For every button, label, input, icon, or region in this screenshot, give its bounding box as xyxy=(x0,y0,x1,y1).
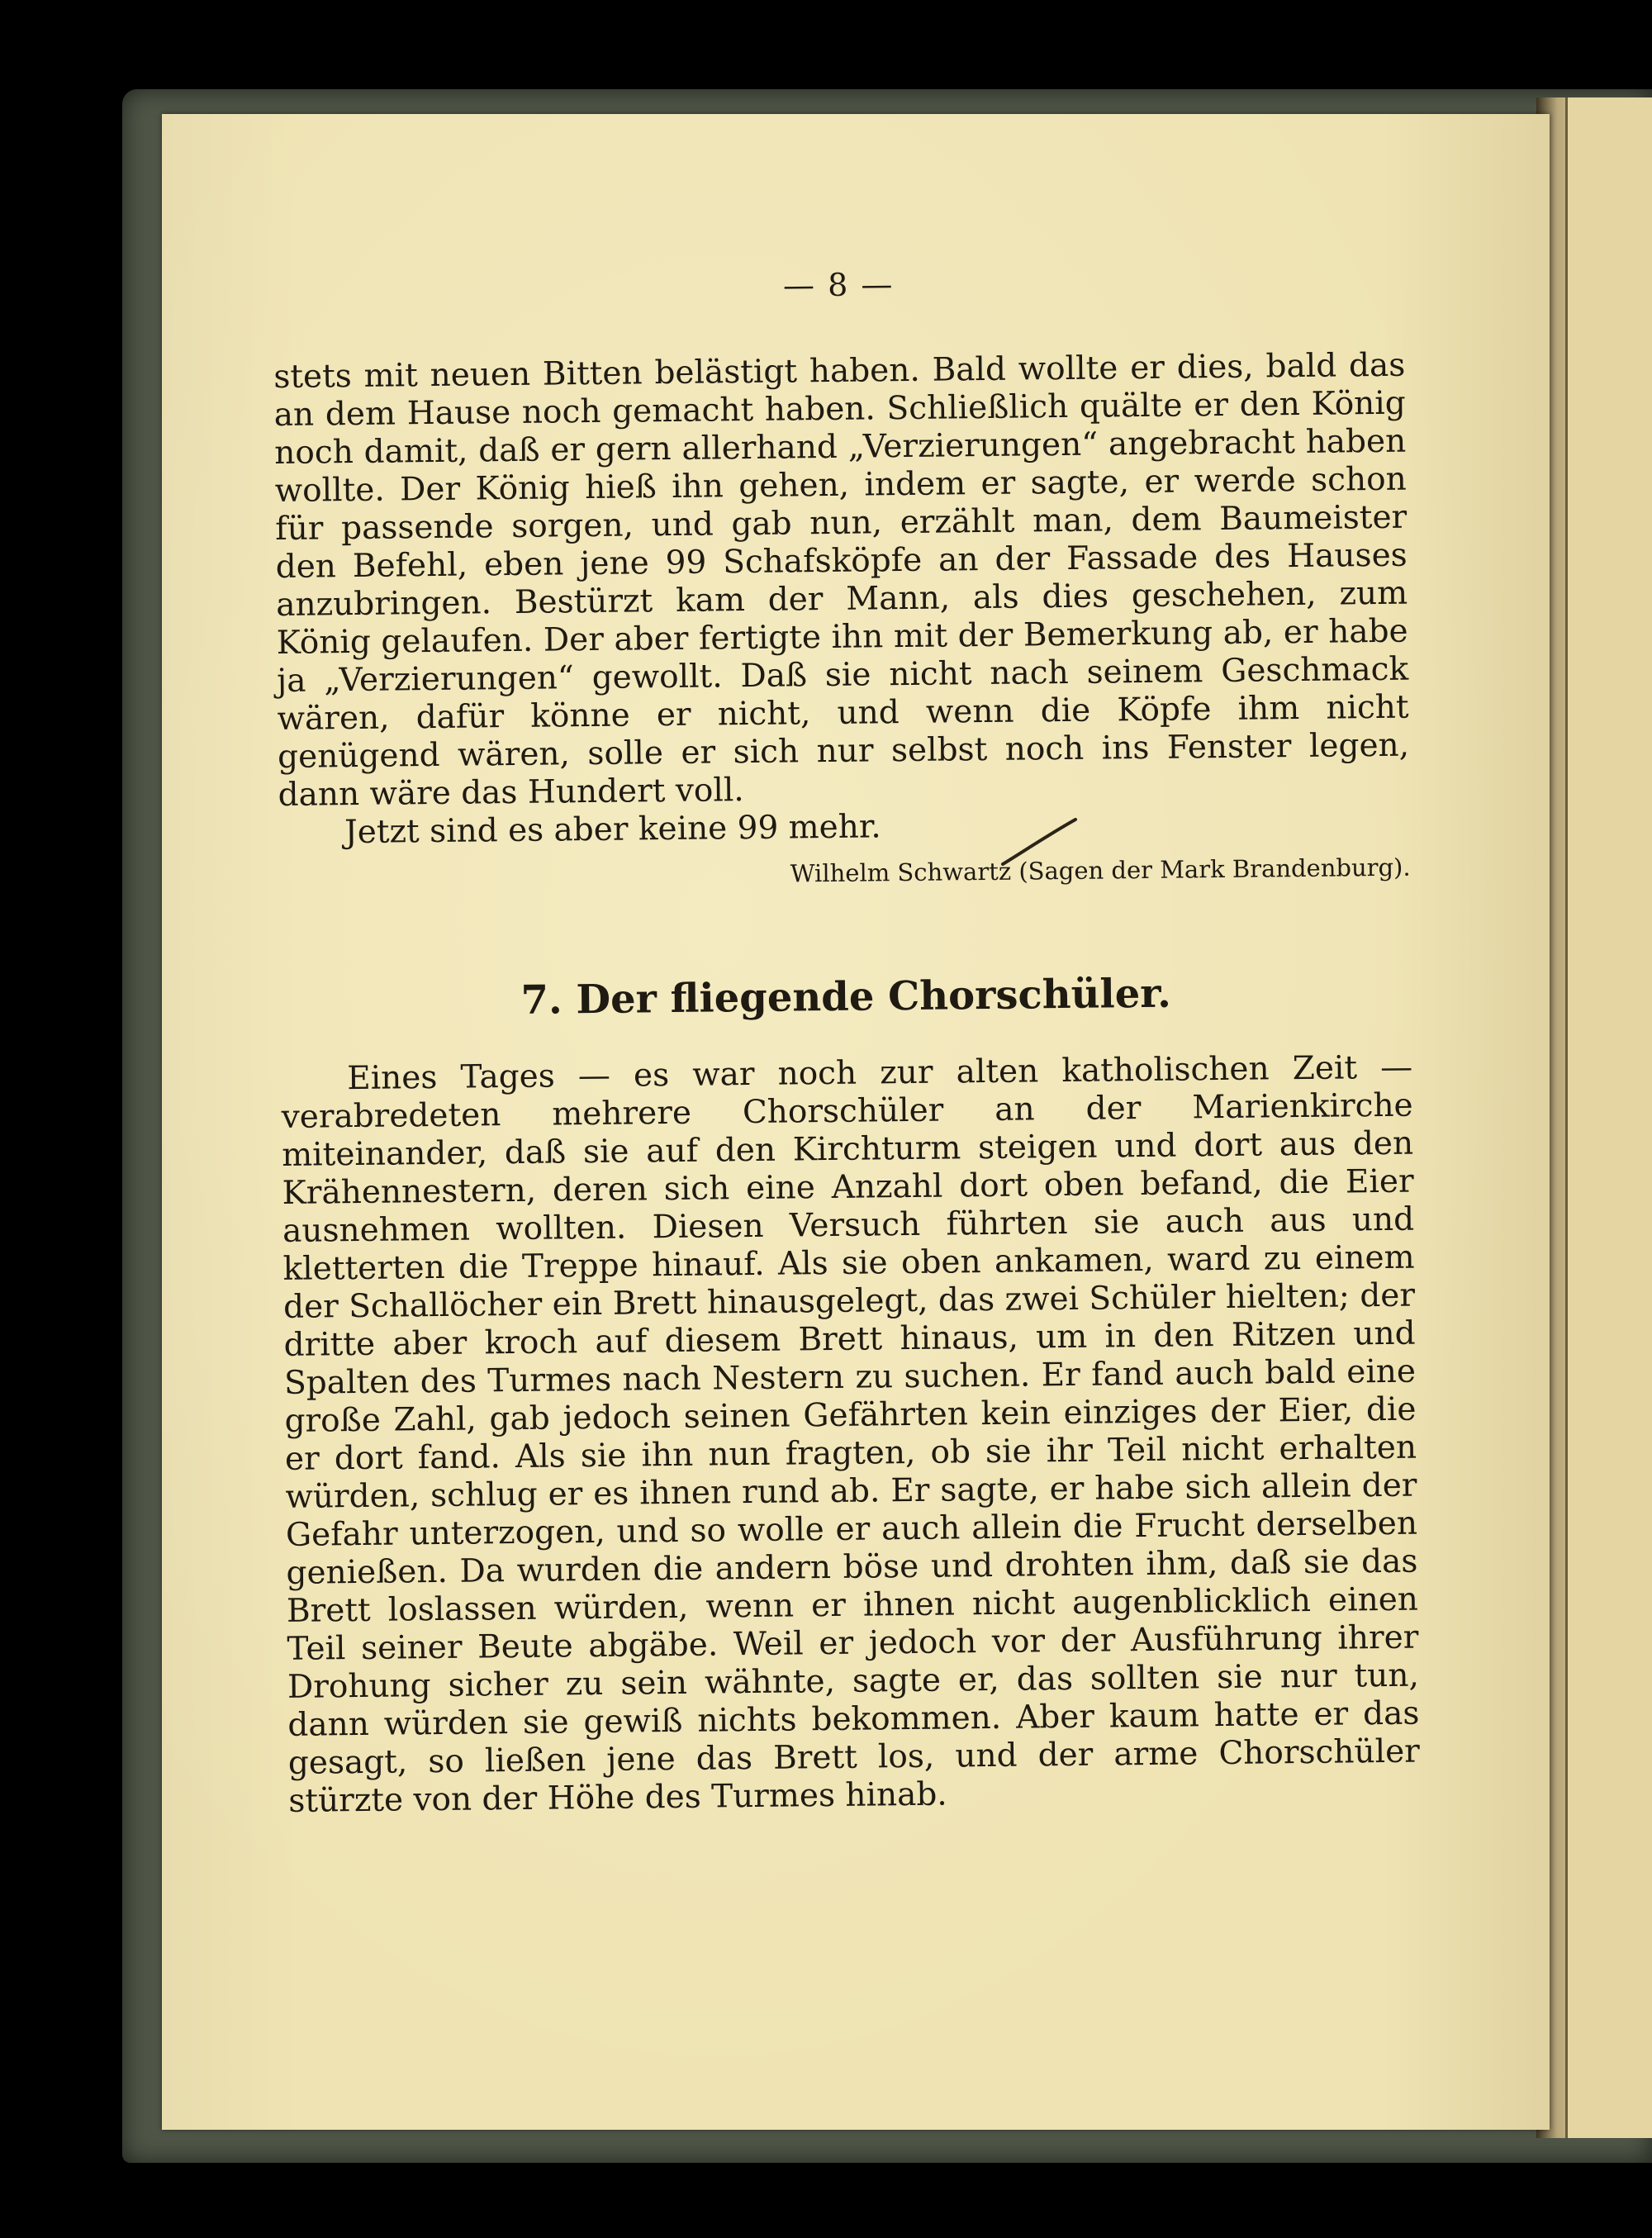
page-text-block xyxy=(273,261,1421,1821)
source-attribution: Wilhelm Schwartz (Sagen der Mark Brandenburg). xyxy=(790,853,1411,888)
paragraph-continued: stets mit neuen Bitten belästigt haben. Bald wollte er dies, bald das an dem Hause noch gemacht haben. Schließlich quälte er den König noch damit, daß er gern allerhand „Verzierungen“ angebracht haben wollte. Der König hieß ihn gehen, indem er sagte, er werde schon für passende sorgen, und gab nun, erzählt man, dem Baumeister den Befehl, eben jene 99 Schafsköpfe an der Fassade des Hauses anzubringen. Bestürzt kam der Mann, als dies geschehen, zum König gelaufen. Der aber fertigte ihn mit der Bemerkung ab, er habe ja „Verzierungen“ gewollt. Daß sie nicht nach seinem Geschmack wären, dafür könne er nicht, und wenn die Köpfe ihm nicht genügend wären, solle er sich nur selbst noch ins Fenster legen, dann wäre das Hundert voll. xyxy=(273,346,1410,814)
section-heading: 7. Der fliegende Chorschüler. xyxy=(520,970,1172,1024)
page-number: — 8 — xyxy=(782,266,895,304)
adjacent-page-edge xyxy=(1565,97,1652,2138)
story-paragraph: Eines Tages — es war noch zur alten katholischen Zeit — verabredeten mehrere Chorschüler an der Marienkirche miteinander, daß sie auf den Kirchturm steigen und dort aus den Krähennestern, deren sich eine Anzahl dort oben befand, die Eier ausnehmen wollten. Diesen Versuch führten sie auch aus und kletterten die Treppe hinauf. Als sie oben ankamen, ward zu einem der Schallöcher ein Brett hinausgelegt, das zwei Schüler hielten; der dritte aber kroch auf diesem Brett hinaus, um in den Ritzen und Spalten des Turmes nach Nestern zu suchen. Er fand auch bald eine große Zahl, gab jedoch seinen Gefährten kein einziges der Eier, die er dort fand. Als sie ihn nun fragten, ob sie ihr Teil nicht erhalten würden, schlug er es ihnen rund ab. Er sagte, er habe sich allein der Gefahr unterzogen, und so wolle er auch allein die Frucht derselben genießen. Da wurden die andern böse und drohten ihm, daß sie das Brett loslassen würden, wenn er ihnen nicht augenblicklich einen Teil seiner Beute abgäbe. Weil er jedoch vor der Ausführung ihrer Drohung sicher zu sein wähnte, sagte er, das sollten sie nur tun, dann würden sie gewiß nichts bekommen. Aber kaum hatte er das gesagt, so ließen jene das Brett los, und der arme Chorschüler stürzte von der Höhe des Turmes hinab. xyxy=(281,1048,1421,1820)
paragraph-closing-line: Jetzt sind es aber keine 99 mehr. xyxy=(344,808,881,852)
